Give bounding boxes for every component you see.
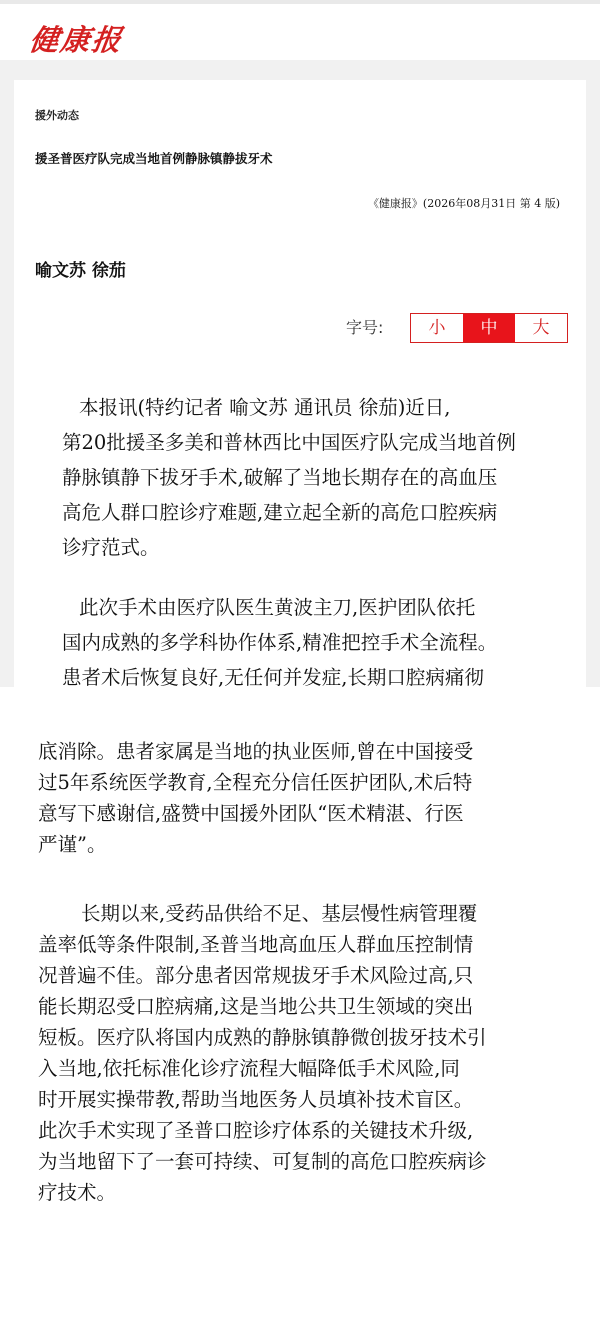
column-name: 援外动态 <box>35 109 79 122</box>
font-size-large-button[interactable]: 大 <box>532 318 550 338</box>
text-line: 诊疗范式。 <box>62 536 160 559</box>
text-line: 况普遍不佳。部分患者因常规拔牙手术风险过高,只 <box>38 964 474 987</box>
font-size-options <box>410 313 568 343</box>
text-line: 第20批援圣多美和普林西比中国医疗队完成当地首例 <box>62 431 516 454</box>
text-line: 长期以来,受药品供给不足、基层慢性病管理覆 <box>81 902 478 925</box>
text-line: 此次手术由医疗队医生黄波主刀,医护团队依托 <box>79 596 476 619</box>
text-line: 入当地,依托标准化诊疗流程大幅降低手术风险,同 <box>38 1057 460 1080</box>
text-line: 疗技术。 <box>38 1181 117 1204</box>
text-line: 高危人群口腔诊疗难题,建立起全新的高危口腔疾病 <box>62 501 498 524</box>
article-authors: 喻文苏 徐茄 <box>35 261 126 281</box>
text-line: 患者术后恢复良好,无任何并发症,长期口腔病痛彻 <box>62 666 484 689</box>
newspaper-logo[interactable]: 健康报 <box>27 23 126 57</box>
text-line: 为当地留下了一套可持续、可复制的高危口腔疾病诊 <box>38 1150 487 1173</box>
text-line: 本报讯(特约记者 喻文苏 通讯员 徐茄)近日, <box>79 396 451 419</box>
text-line: 静脉镇静下拔牙手术,破解了当地长期存在的高血压 <box>62 466 498 489</box>
text-line: 盖率低等条件限制,圣普当地高血压人群血压控制情 <box>38 933 474 956</box>
text-line: 时开展实操带教,帮助当地医务人员填补技术盲区。 <box>38 1088 474 1111</box>
font-size-small-button[interactable]: 小 <box>428 318 446 338</box>
masthead <box>0 4 600 60</box>
text-line: 此次手术实现了圣普口腔诊疗体系的关键技术升级, <box>38 1119 474 1142</box>
font-size-label: 字号: <box>346 318 384 337</box>
text-line: 国内成熟的多学科协作体系,精准把控手术全流程。 <box>62 631 498 654</box>
text-line: 能长期忍受口腔病痛,这是当地公共卫生领域的突出 <box>38 995 474 1018</box>
text-line: 过5年系统医学教育,全程充分信任医护团队,术后特 <box>38 771 473 794</box>
text-line: 短板。医疗队将国内成熟的静脉镇静微创拔牙技术引 <box>38 1026 487 1049</box>
text-line: 底消除。患者家属是当地的执业医师,曾在中国接受 <box>38 740 474 763</box>
text-line: 严谨”。 <box>38 833 107 856</box>
article-source: 《健康报》(2026年08月31日 第 4 版) <box>367 197 560 210</box>
text-line: 意写下感谢信,盛赞中国援外团队“医术精湛、行医 <box>38 802 464 825</box>
article-headline: 援圣普医疗队完成当地首例静脉镇静拔牙术 <box>35 151 273 166</box>
font-size-medium-button[interactable]: 中 <box>463 314 515 342</box>
